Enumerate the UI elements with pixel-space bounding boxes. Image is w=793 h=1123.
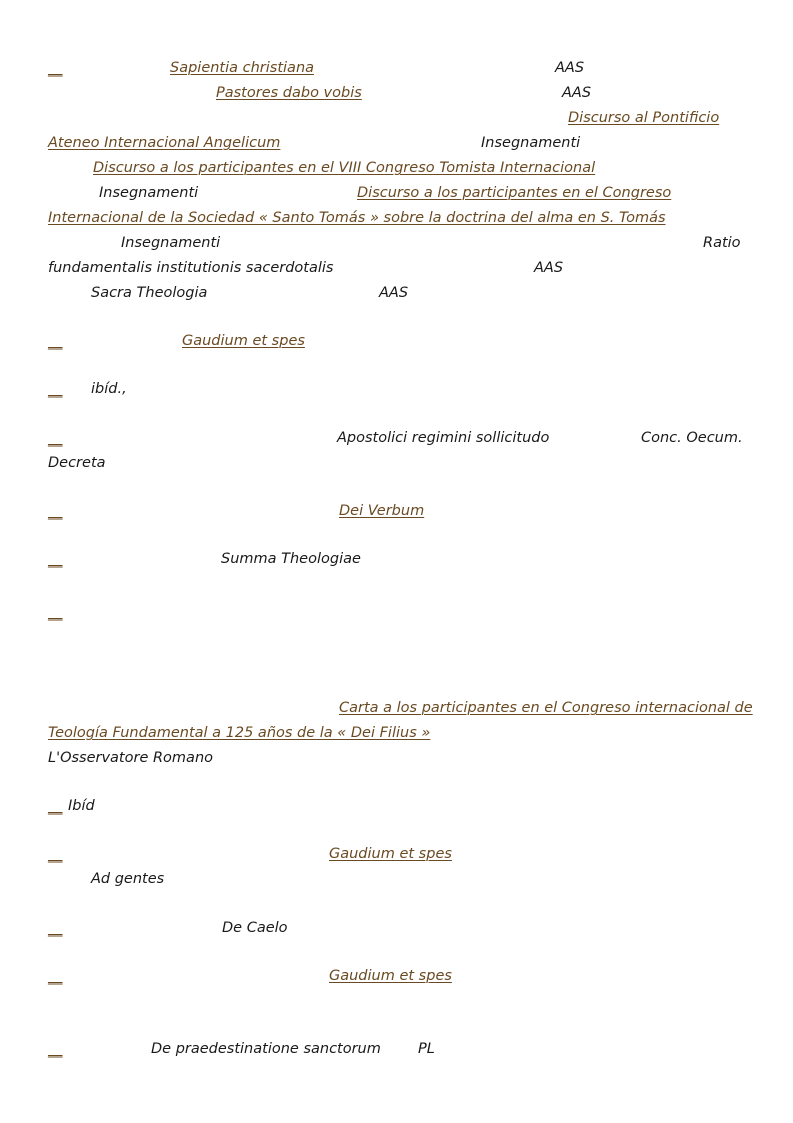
- footnote-marker[interactable]: __: [48, 552, 63, 568]
- citation-text: Summa Theologiae: [221, 551, 361, 567]
- citation-text: Ibíd: [68, 798, 95, 814]
- citation-text: Insegnamenti: [481, 135, 581, 151]
- footnote-marker[interactable]: __: [48, 334, 63, 350]
- citation-text: Sacra Theologia: [91, 285, 208, 301]
- citation-link[interactable]: Gaudium et spes: [182, 333, 305, 349]
- citation-link[interactable]: Pastores dabo vobis: [216, 85, 362, 101]
- citation-link[interactable]: Discurso a los participantes en el Congreso: [357, 185, 672, 201]
- citation-text: Ratio: [703, 235, 741, 251]
- citation-link[interactable]: Ateneo Internacional Angelicum: [48, 135, 281, 151]
- citation-text: Decreta: [48, 455, 106, 471]
- citation-text: AAS: [562, 85, 592, 101]
- citation-link[interactable]: Discurso a los participantes en el VIII Congreso Tomista Internacional: [93, 160, 596, 176]
- citation-link[interactable]: Gaudium et spes: [329, 846, 452, 862]
- citation-text: De Caelo: [222, 920, 288, 936]
- citation-link[interactable]: Carta a los participantes en el Congreso internacional de: [339, 700, 753, 716]
- citation-text: Insegnamenti: [121, 235, 221, 251]
- citation-text: AAS: [379, 285, 409, 301]
- citation-text: L'Osservatore Romano: [48, 750, 214, 766]
- citation-text: Conc. Oecum.: [641, 430, 743, 446]
- footnote-marker[interactable]: __: [48, 799, 63, 815]
- footnote-marker[interactable]: __: [48, 431, 63, 447]
- citation-text: AAS: [555, 60, 585, 76]
- citation-text: Ad gentes: [91, 871, 165, 887]
- citation-link[interactable]: Sapientia christiana: [170, 60, 315, 76]
- citation-link[interactable]: Gaudium et spes: [329, 968, 452, 984]
- footnote-marker[interactable]: __: [48, 504, 63, 520]
- footnote-marker[interactable]: __: [48, 61, 63, 77]
- citation-link[interactable]: Dei Verbum: [339, 503, 425, 519]
- citation-link[interactable]: Internacional de la Sociedad « Santo Tomás » sobre la doctrina del alma en S. Tomás: [48, 210, 666, 226]
- footnote-marker[interactable]: __: [48, 382, 63, 398]
- footnote-marker[interactable]: __: [48, 1042, 63, 1058]
- citation-text: Apostolici regimini sollicitudo: [337, 430, 550, 446]
- citation-link[interactable]: Teología Fundamental a 125 años de la « Dei Filius »: [48, 725, 431, 741]
- footnote-marker[interactable]: __: [48, 605, 63, 621]
- citation-text: Insegnamenti: [99, 185, 199, 201]
- citation-text: De praedestinatione sanctorum: [151, 1041, 381, 1057]
- citation-text: fundamentalis institutionis sacerdotalis: [48, 260, 334, 276]
- citation-text: PL: [418, 1041, 435, 1057]
- footnote-marker[interactable]: __: [48, 921, 63, 937]
- footnote-marker[interactable]: __: [48, 847, 63, 863]
- citation-link[interactable]: Discurso al Pontificio: [568, 110, 720, 126]
- citation-text: AAS: [534, 260, 564, 276]
- citation-text: ibíd.,: [91, 381, 127, 397]
- footnote-marker[interactable]: __: [48, 969, 63, 985]
